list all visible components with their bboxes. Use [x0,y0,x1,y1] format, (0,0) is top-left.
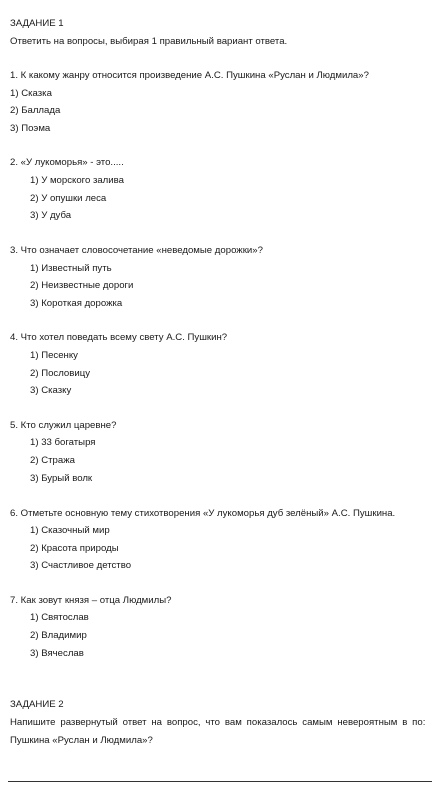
question-2-option-2: 2) У опушки леса [30,193,107,204]
question-5-option-1: 1) 33 богатыря [30,437,96,448]
question-4-option-1: 1) Песенку [30,350,78,361]
question-3-option-3: 3) Короткая дорожка [30,298,123,309]
question-4: 4. Что хотел поведать всему свету А.С. Пушкин? [10,332,228,343]
task1-header: ЗАДАНИЕ 1 [10,18,64,29]
question-7-option-1: 1) Святослав [30,612,89,623]
task2-header: ЗАДАНИЕ 2 [10,699,64,710]
question-1-option-3: 3) Поэма [10,123,51,134]
task1-instruction: Ответить на вопросы, выбирая 1 правильный вариант ответа. [10,36,288,47]
question-3: 3. Что означает словосочетание «неведомые дорожки»? [10,245,263,256]
question-1-option-1: 1) Сказка [10,88,52,99]
question-1: 1. К какому жанру относится произведение А.С. Пушкина «Руслан и Людмила»? [10,70,369,81]
question-2-option-3: 3) У дуба [30,210,72,221]
question-5: 5. Кто служил царевне? [10,420,117,431]
task2-question-line-2: Пушкина «Руслан и Людмила»? [10,735,153,746]
question-7: 7. Как зовут князя – отца Людмилы? [10,595,172,606]
question-6-option-1: 1) Сказочный мир [30,525,110,536]
task2-question-line-1: Напишите развернутый ответ на вопрос, что вам показалось самым невероятным в по: [10,717,426,728]
question-2: 2. «У лукоморья» - это..... [10,157,124,168]
question-3-option-2: 2) Неизвестные дороги [30,280,134,291]
answer-line[interactable] [8,781,432,782]
question-1-option-2: 2) Баллада [10,105,61,116]
question-7-option-3: 3) Вячеслав [30,648,84,659]
question-4-option-3: 3) Сказку [30,385,72,396]
question-5-option-2: 2) Стража [30,455,75,466]
question-7-option-2: 2) Владимир [30,630,87,641]
question-2-option-1: 1) У морского залива [30,175,124,186]
question-3-option-1: 1) Известный путь [30,263,112,274]
question-6: 6. Отметьте основную тему стихотворения «У лукоморья дуб зелёный» А.С. Пушкина. [10,508,396,519]
question-6-option-3: 3) Счастливое детство [30,560,132,571]
question-5-option-3: 3) Бурый волк [30,473,93,484]
question-6-option-2: 2) Красота природы [30,543,119,554]
question-4-option-2: 2) Пословицу [30,368,91,379]
